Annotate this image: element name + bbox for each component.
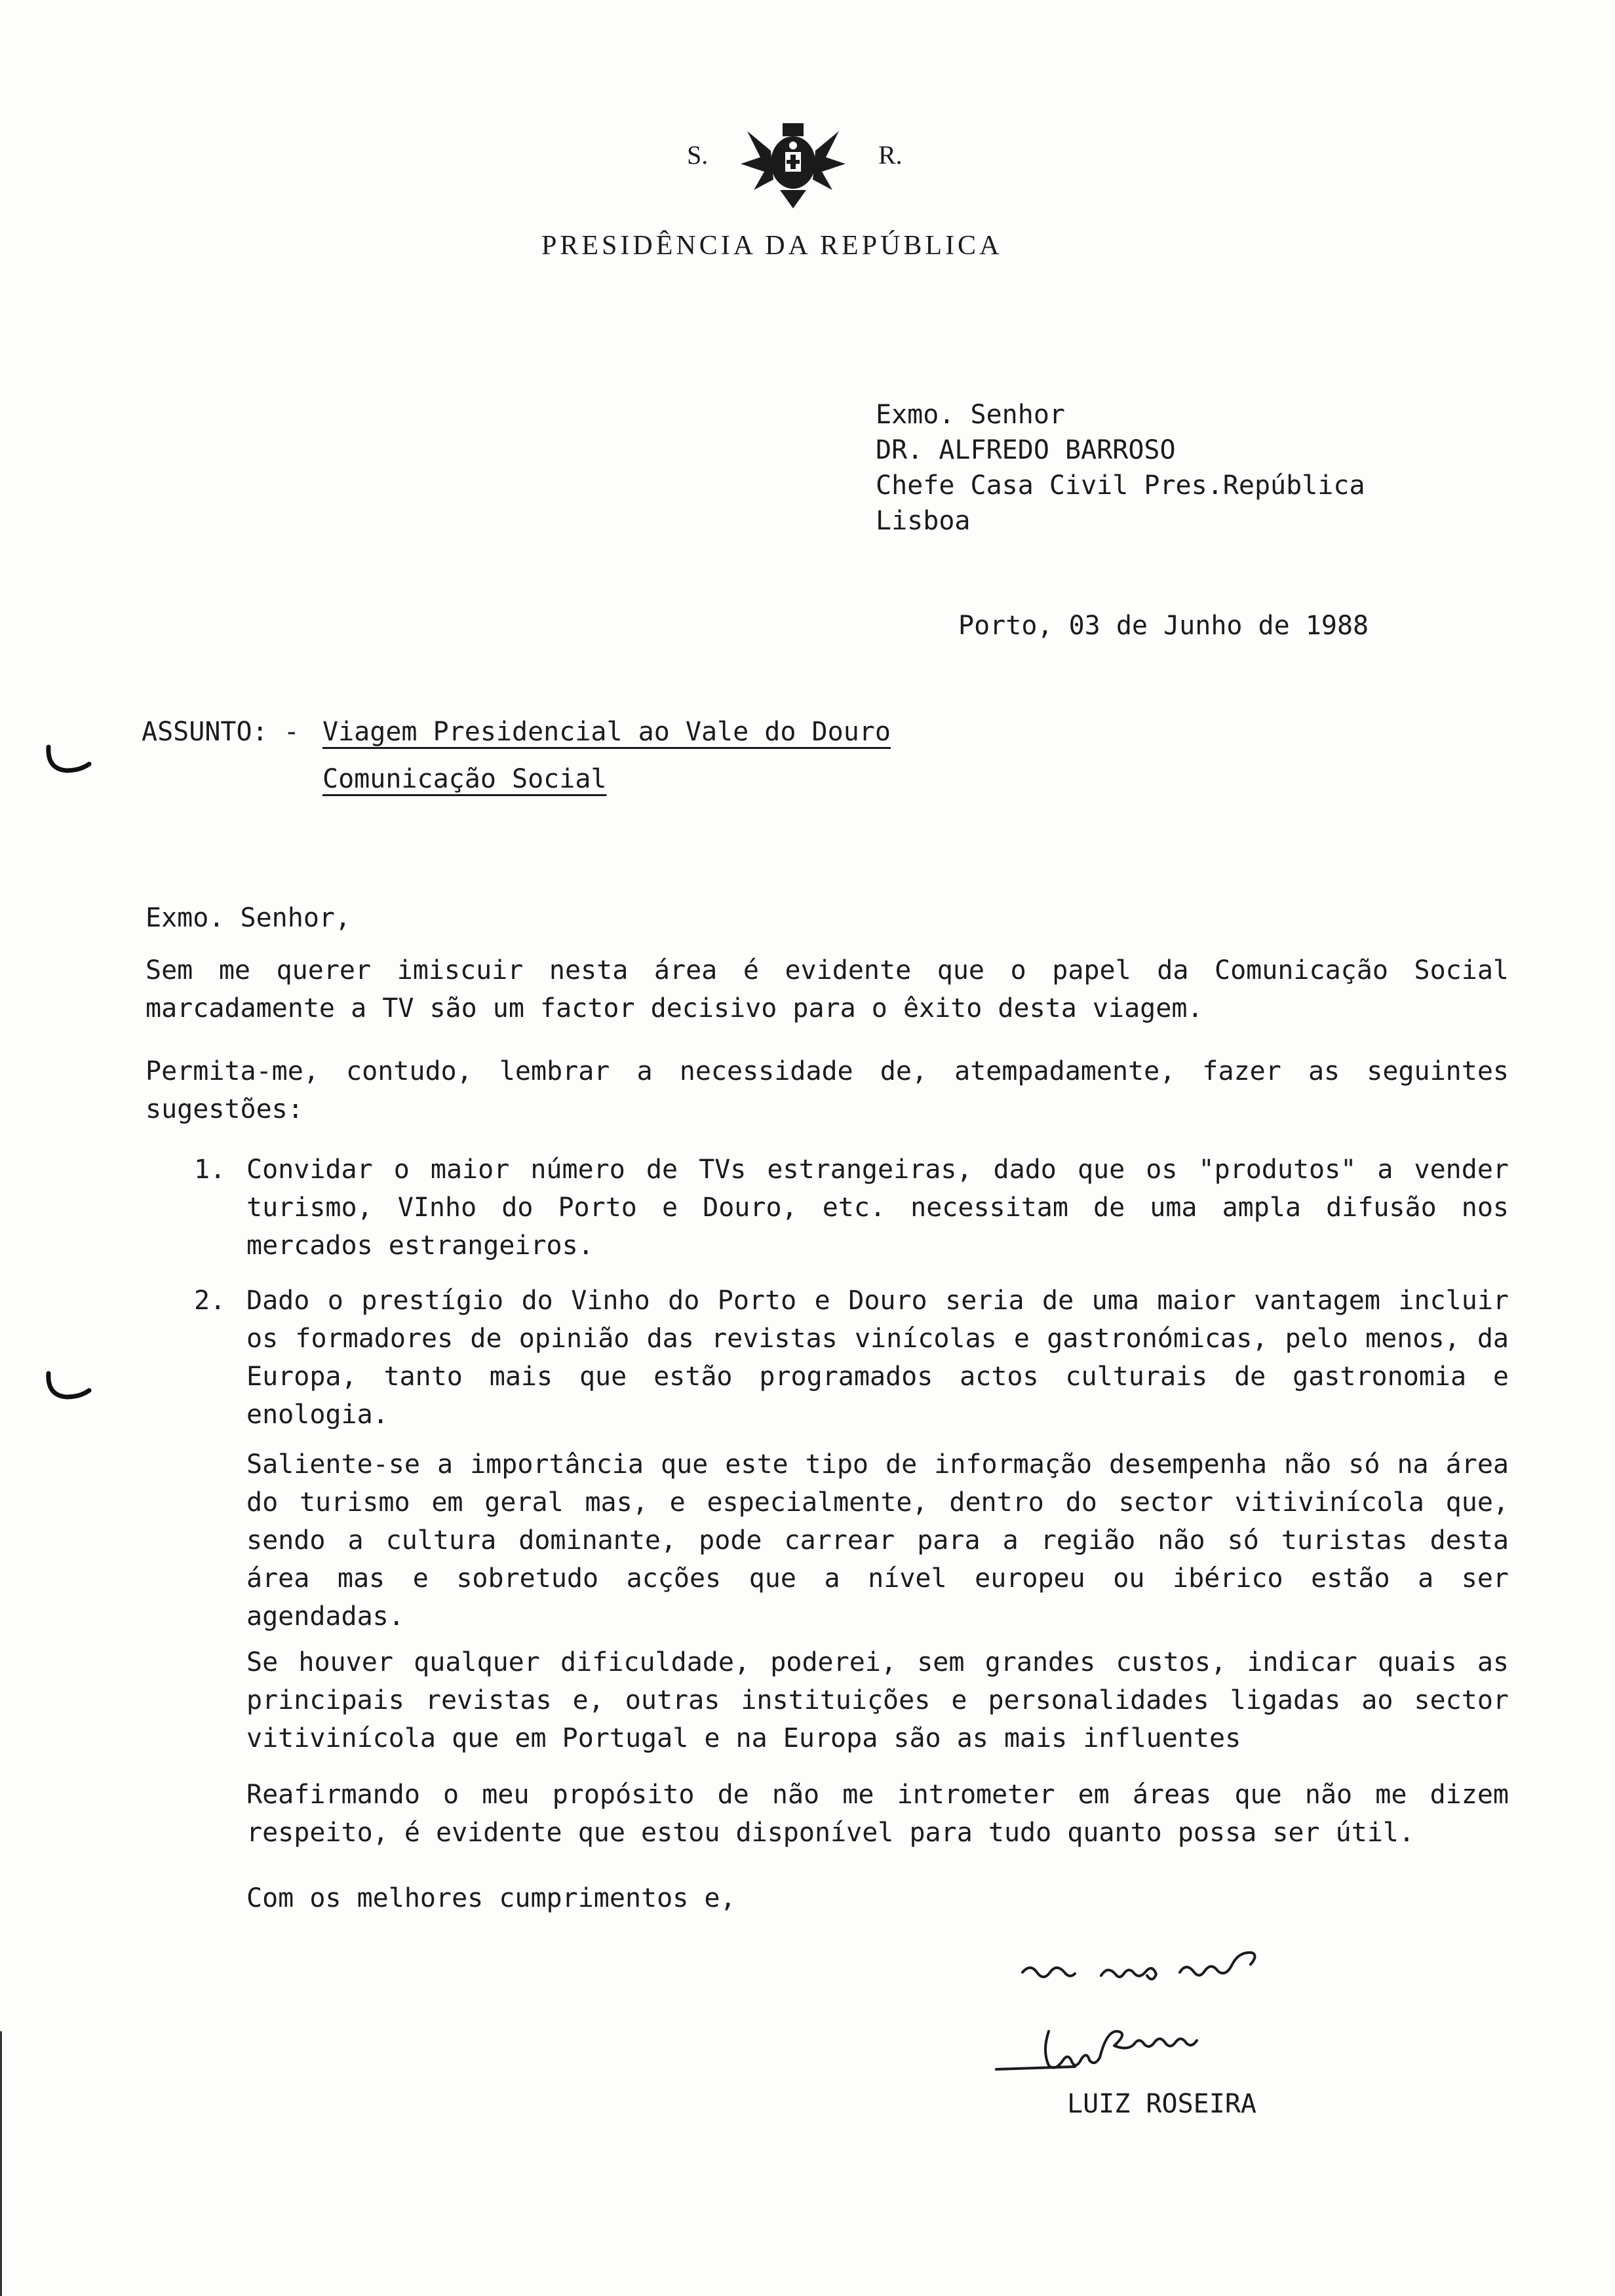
paragraph-4: Se houver qualquer dificuldade, poderei, sem grandes custos, indicar quais as principais revistas e, outras instituições e personalidades ligadas ao sector vitivinícola que em Portugal e na Europa são as mais influentes (246, 1647, 1509, 1753)
list-number-2: 2. (194, 1286, 226, 1316)
letterhead-left-initial: S. (687, 140, 709, 170)
hole-punch-mark-icon (43, 1367, 102, 1406)
paragraph-1: Sem me querer imiscuir nesta área é evidente que o papel da Comunicação Social marcadamente a TV são um factor decisivo para o êxito desta viagem. (146, 955, 1509, 1024)
subject-label: ASSUNTO: - (142, 717, 300, 747)
institution-name: PRESIDÊNCIA DA REPÚBLICA (541, 231, 1003, 261)
closing-line: Com os melhores cumprimentos e, (246, 1883, 736, 1913)
subject-line-1: Viagem Presidencial ao Vale do Douro (322, 717, 891, 747)
coat-of-arms-icon (734, 111, 852, 210)
subject-line-2: Comunicação Social (322, 764, 607, 794)
letterhead-right-initial: R. (878, 140, 903, 170)
hole-punch-mark-icon (43, 740, 102, 780)
signatory-name: LUIZ ROSEIRA (1067, 2089, 1256, 2119)
handwritten-signature-icon (983, 2018, 1298, 2090)
handwritten-note-icon (1016, 1940, 1331, 2005)
paragraph-3: Saliente-se a importância que este tipo de informação desempenha não só na área do turismo em geral mas, e especialmente, dentro do sector vitivinícola que, sendo a cultura dominante, pode carrear para a região não só turistas desta área mas e sobretudo acções que a nível europeu ou ibérico estão a ser agendadas. (246, 1449, 1509, 1632)
recipient-line-3: Chefe Casa Civil Pres.República (876, 470, 1365, 501)
paragraph-5: Reafirmando o meu propósito de não me intrometer em áreas que não me dizem respeito, é evidente que estou disponível para tudo quanto possa ser útil. (246, 1780, 1509, 1848)
list-item-1: Convidar o maior número de TVs estrangeiras, dado que os "produtos" a vender turismo, VInho do Porto e Douro, etc. necessitam de uma ampla difusão nos mercados estrangeiros. (246, 1155, 1509, 1261)
recipient-line-2: DR. ALFREDO BARROSO (876, 435, 1176, 465)
date-line: Porto, 03 de Junho de 1988 (958, 611, 1369, 641)
recipient-line-1: Exmo. Senhor (876, 400, 1065, 430)
list-number-1: 1. (194, 1155, 226, 1185)
salutation: Exmo. Senhor, (146, 903, 351, 933)
paragraph-2: Permita-me, contudo, lembrar a necessidade de, atempadamente, fazer as seguintes sugestões: (146, 1056, 1509, 1124)
list-item-2: Dado o prestígio do Vinho do Porto e Douro seria de uma maior vantagem incluir os formadores de opinião das revistas vinícolas e gastronómicas, pelo menos, da Europa, tanto mais que estão programados actos culturais de gastronomia e enologia. (246, 1286, 1509, 1430)
recipient-line-4: Lisboa (876, 506, 971, 536)
page-edge-line (0, 2031, 7, 2296)
